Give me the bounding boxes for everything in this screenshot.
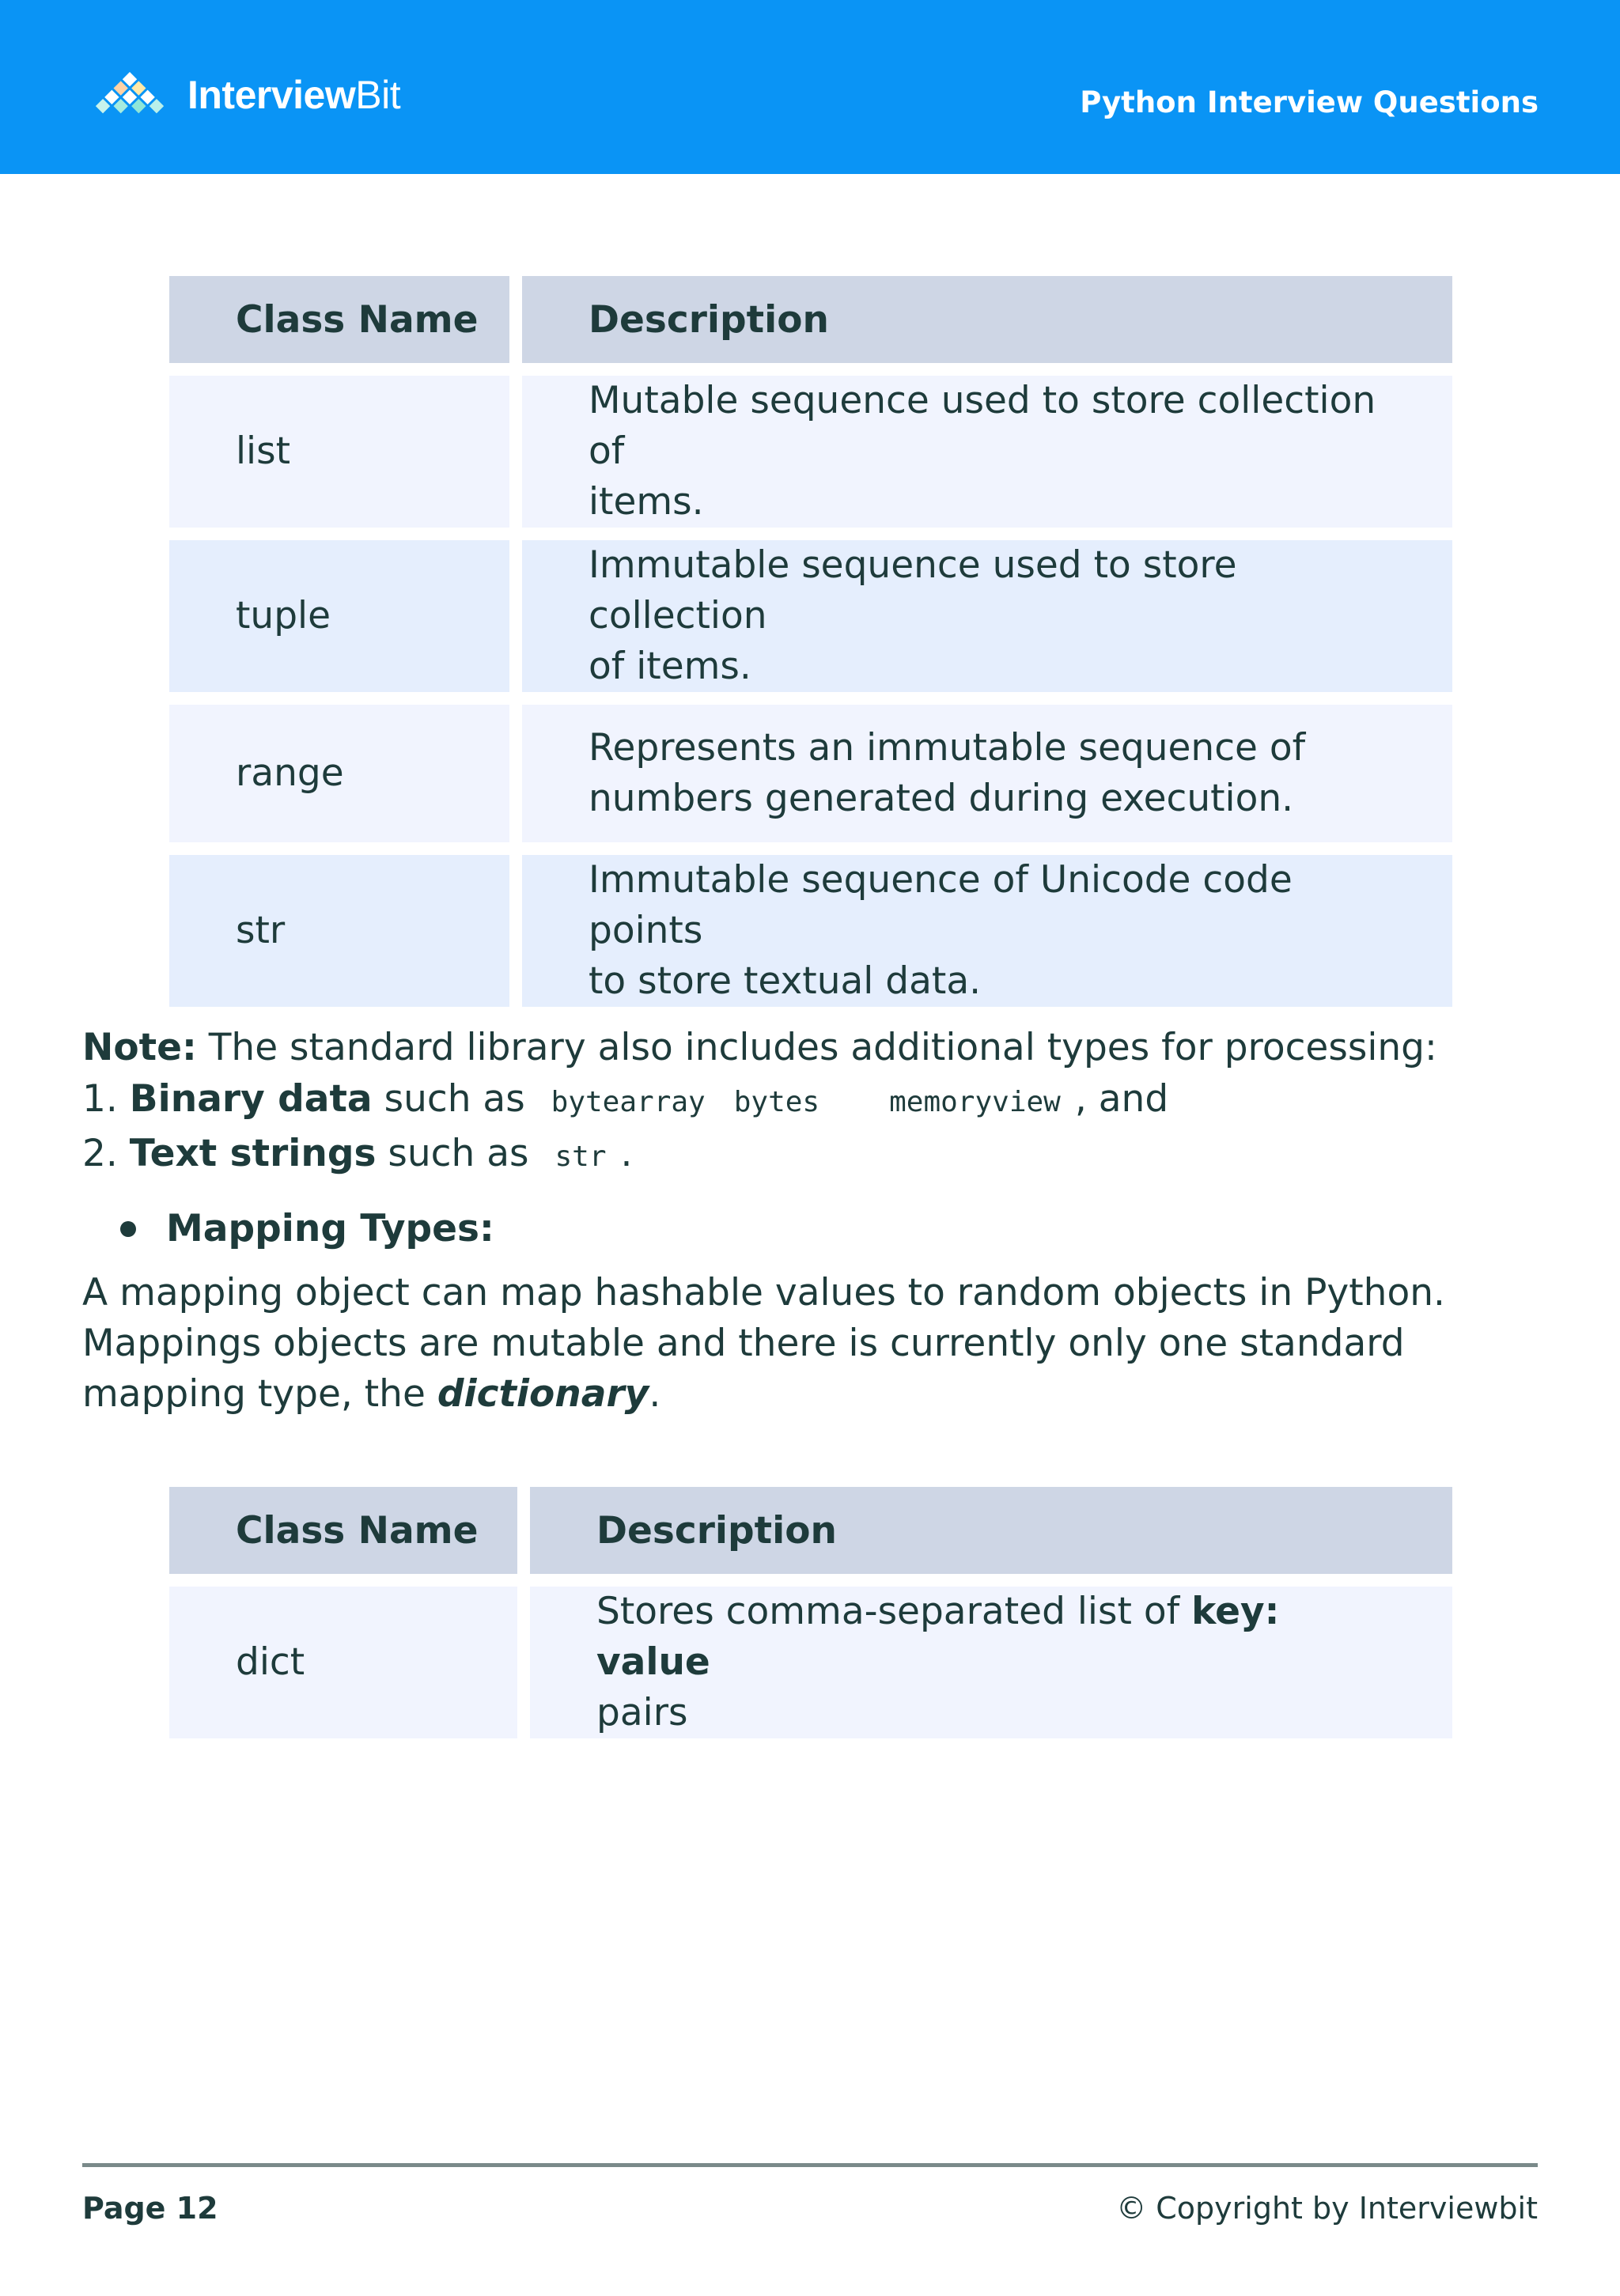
- interviewbit-logo: [83, 65, 400, 125]
- description-cell: Mutable sequence used to store collection of items.: [522, 376, 1452, 528]
- table-header-row: [169, 1487, 1452, 1574]
- mapping-types-bullet: Mapping Types:: [120, 1207, 494, 1250]
- table-row: [169, 855, 1452, 1007]
- description-cell: Represents an immutable sequence of numbers generated during execution.: [522, 705, 1452, 842]
- column-header-description: Description: [530, 1487, 1452, 1574]
- mapping-paragraph: A mapping object can map hashable values to random objects in Python. Mappings objects are mutable and there is currently only one standard mapping type, the dictionary.: [82, 1271, 1445, 1416]
- page-number: Page 12: [82, 2191, 218, 2226]
- interviewbit-logo-icon: [83, 67, 176, 123]
- mapping-types-table: [157, 1474, 1465, 1751]
- table-row: [169, 376, 1452, 528]
- brand-name: InterviewBit: [187, 73, 401, 117]
- code-str: str: [555, 1140, 607, 1173]
- column-header-class-name: Class Name: [169, 276, 509, 363]
- class-name-cell: range: [169, 705, 509, 842]
- code-bytearray: bytearray: [551, 1086, 706, 1118]
- bullet-icon: [120, 1221, 136, 1237]
- sequence-types-table: [157, 263, 1465, 1019]
- column-header-class-name: Class Name: [169, 1487, 517, 1574]
- class-name-cell: tuple: [169, 540, 509, 692]
- note-item-text: 2. Text strings such as str .: [82, 1132, 633, 1175]
- page-header: [0, 0, 1620, 174]
- class-name-cell: list: [169, 376, 509, 528]
- code-memoryview: memoryview: [889, 1086, 1061, 1118]
- description-cell: Immutable sequence of Unicode code points to store textual data.: [522, 855, 1452, 1007]
- table-row: [169, 705, 1452, 842]
- table-header-row: [169, 276, 1452, 363]
- description-cell: Immutable sequence used to store collection of items.: [522, 540, 1452, 692]
- column-header-description: Description: [522, 276, 1452, 363]
- class-name-cell: dict: [169, 1587, 517, 1738]
- footer-divider: [82, 2163, 1538, 2167]
- class-name-cell: str: [169, 855, 509, 1007]
- table-row: [169, 1587, 1452, 1738]
- dictionary-emphasis: dictionary: [437, 1372, 649, 1416]
- note-item-binary: 1. Binary data such as bytearray bytes memoryview , and: [82, 1077, 1169, 1121]
- copyright-text: © Copyright by Interviewbit: [1116, 2191, 1538, 2226]
- code-bytes: bytes: [733, 1086, 820, 1118]
- note-block: [82, 1022, 1437, 1182]
- table-row: [169, 540, 1452, 692]
- description-cell: Stores comma-separated list of key: value pairs: [530, 1587, 1452, 1738]
- note-line: Note: The standard library also includes additional types for processing:: [82, 1026, 1437, 1069]
- document-title: Python Interview Questions: [1080, 85, 1539, 119]
